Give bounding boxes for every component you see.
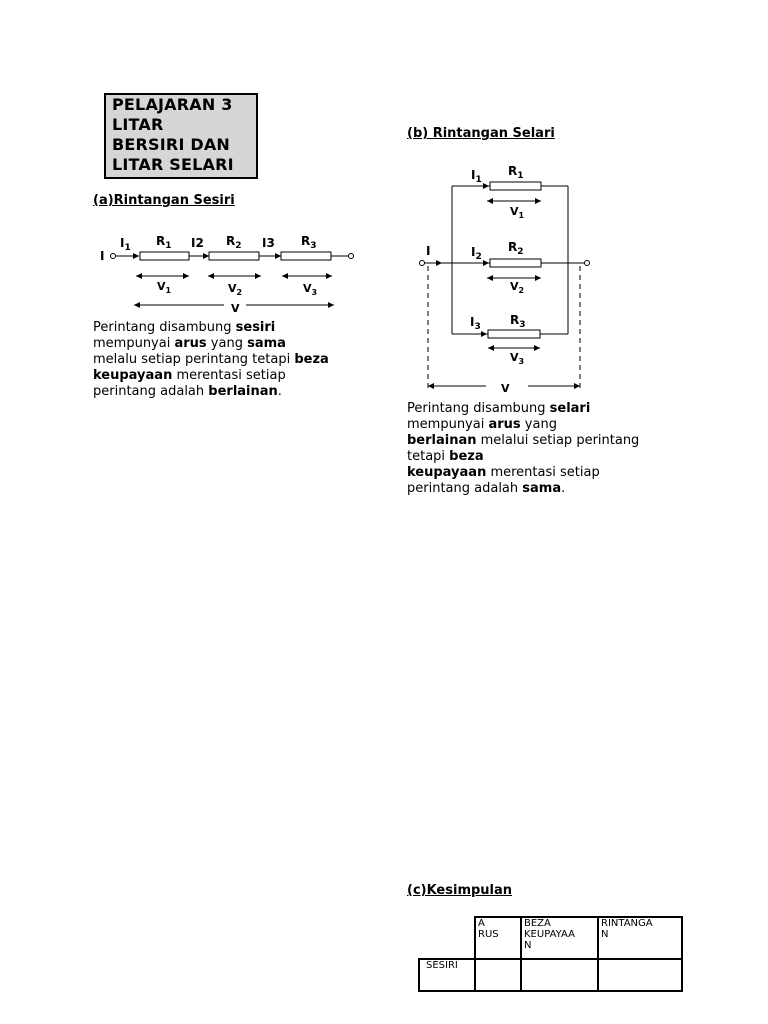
label-v1: $V_1$ [510,205,525,220]
parallel-line: berlainan melalui setiap perintang [407,433,640,448]
parallel-current-i2: $I_2$ [471,245,482,262]
title-line-3: BERSIRI DAN [112,135,231,154]
parallel-description [407,401,639,497]
series-circuit-diagram [96,228,366,316]
parallel-circuit-diagram [410,158,610,398]
parallel-line: tetapi beza [407,449,484,464]
series-terminal-left [111,254,116,259]
resistor-r2 [490,259,541,267]
label-r1: $R_1$ [508,164,524,181]
resistor-r3 [281,252,331,260]
table-cell [521,959,598,991]
parallel-current-i3: $I_3$ [470,315,481,332]
label-r2: $R_2$ [508,240,524,257]
table-cell [475,959,521,991]
parallel-line: mempunyai arus yang [407,417,557,432]
conclusion-table [418,916,683,992]
parallel-current-label: I [426,244,431,258]
column-header-arus: A RUS [475,917,521,959]
label-v3: $V_3$ [510,351,525,366]
resistor-r3 [488,330,540,338]
resistor-r2 [209,252,259,260]
parallel-line: keupayaan merentasi setiap [407,465,600,480]
row-label-sesiri: SESIRI [419,959,475,991]
title-line-1: PELAJARAN 3 [112,95,233,114]
parallel-heading: (b) Rintangan Selari [407,126,555,141]
series-current-label: I [100,249,105,263]
series-line: Perintang disambung sesiri [93,320,276,335]
column-header-rintangan: RINTANGA N [598,917,682,959]
label-total-v: V [501,382,510,395]
parallel-line: perintang adalah sama. [407,481,566,496]
label-r3: $R_3$ [510,313,526,330]
resistor-r1 [140,252,189,260]
conclusion-heading: (c)Kesimpulan [407,883,513,898]
series-line: perintang adalah berlainan. [93,384,282,399]
label-r3: $R_3$ [301,234,317,251]
series-current-i1: $I_1$ [120,236,131,253]
label-v2: $V_2$ [228,282,243,297]
table-header-row [419,917,682,959]
series-line: mempunyai arus yang sama [93,336,286,351]
series-current-i3: I3 [262,236,275,250]
series-line: keupayaan merentasi setiap [93,368,286,383]
series-current-i2: I2 [191,236,204,250]
label-v1: $V_1$ [157,280,172,295]
title-line-2: LITAR [112,115,164,134]
title-line-4: LITAR SELARI [112,155,234,174]
label-v2: $V_2$ [510,280,525,295]
table-cell [598,959,682,991]
series-terminal-right [349,254,354,259]
series-description [93,320,329,400]
parallel-terminal-left [420,261,425,266]
label-v3: $V_3$ [303,282,318,297]
parallel-terminal-right [585,261,590,266]
lesson-title-box [104,93,258,179]
column-header-beza-keupayaan: BEZA KEUPAYAA N [521,917,598,959]
parallel-line: Perintang disambung selari [407,401,591,416]
resistor-r1 [490,182,541,190]
series-heading: (a)Rintangan Sesiri [93,193,235,208]
label-r1: $R_1$ [156,234,172,251]
label-total-v: V [231,302,240,315]
series-line: melalu setiap perintang tetapi beza [93,352,329,367]
table-corner-cell [419,917,475,959]
label-r2: $R_2$ [226,234,242,251]
table-row [419,959,682,991]
parallel-current-i1: $I_1$ [471,168,482,185]
